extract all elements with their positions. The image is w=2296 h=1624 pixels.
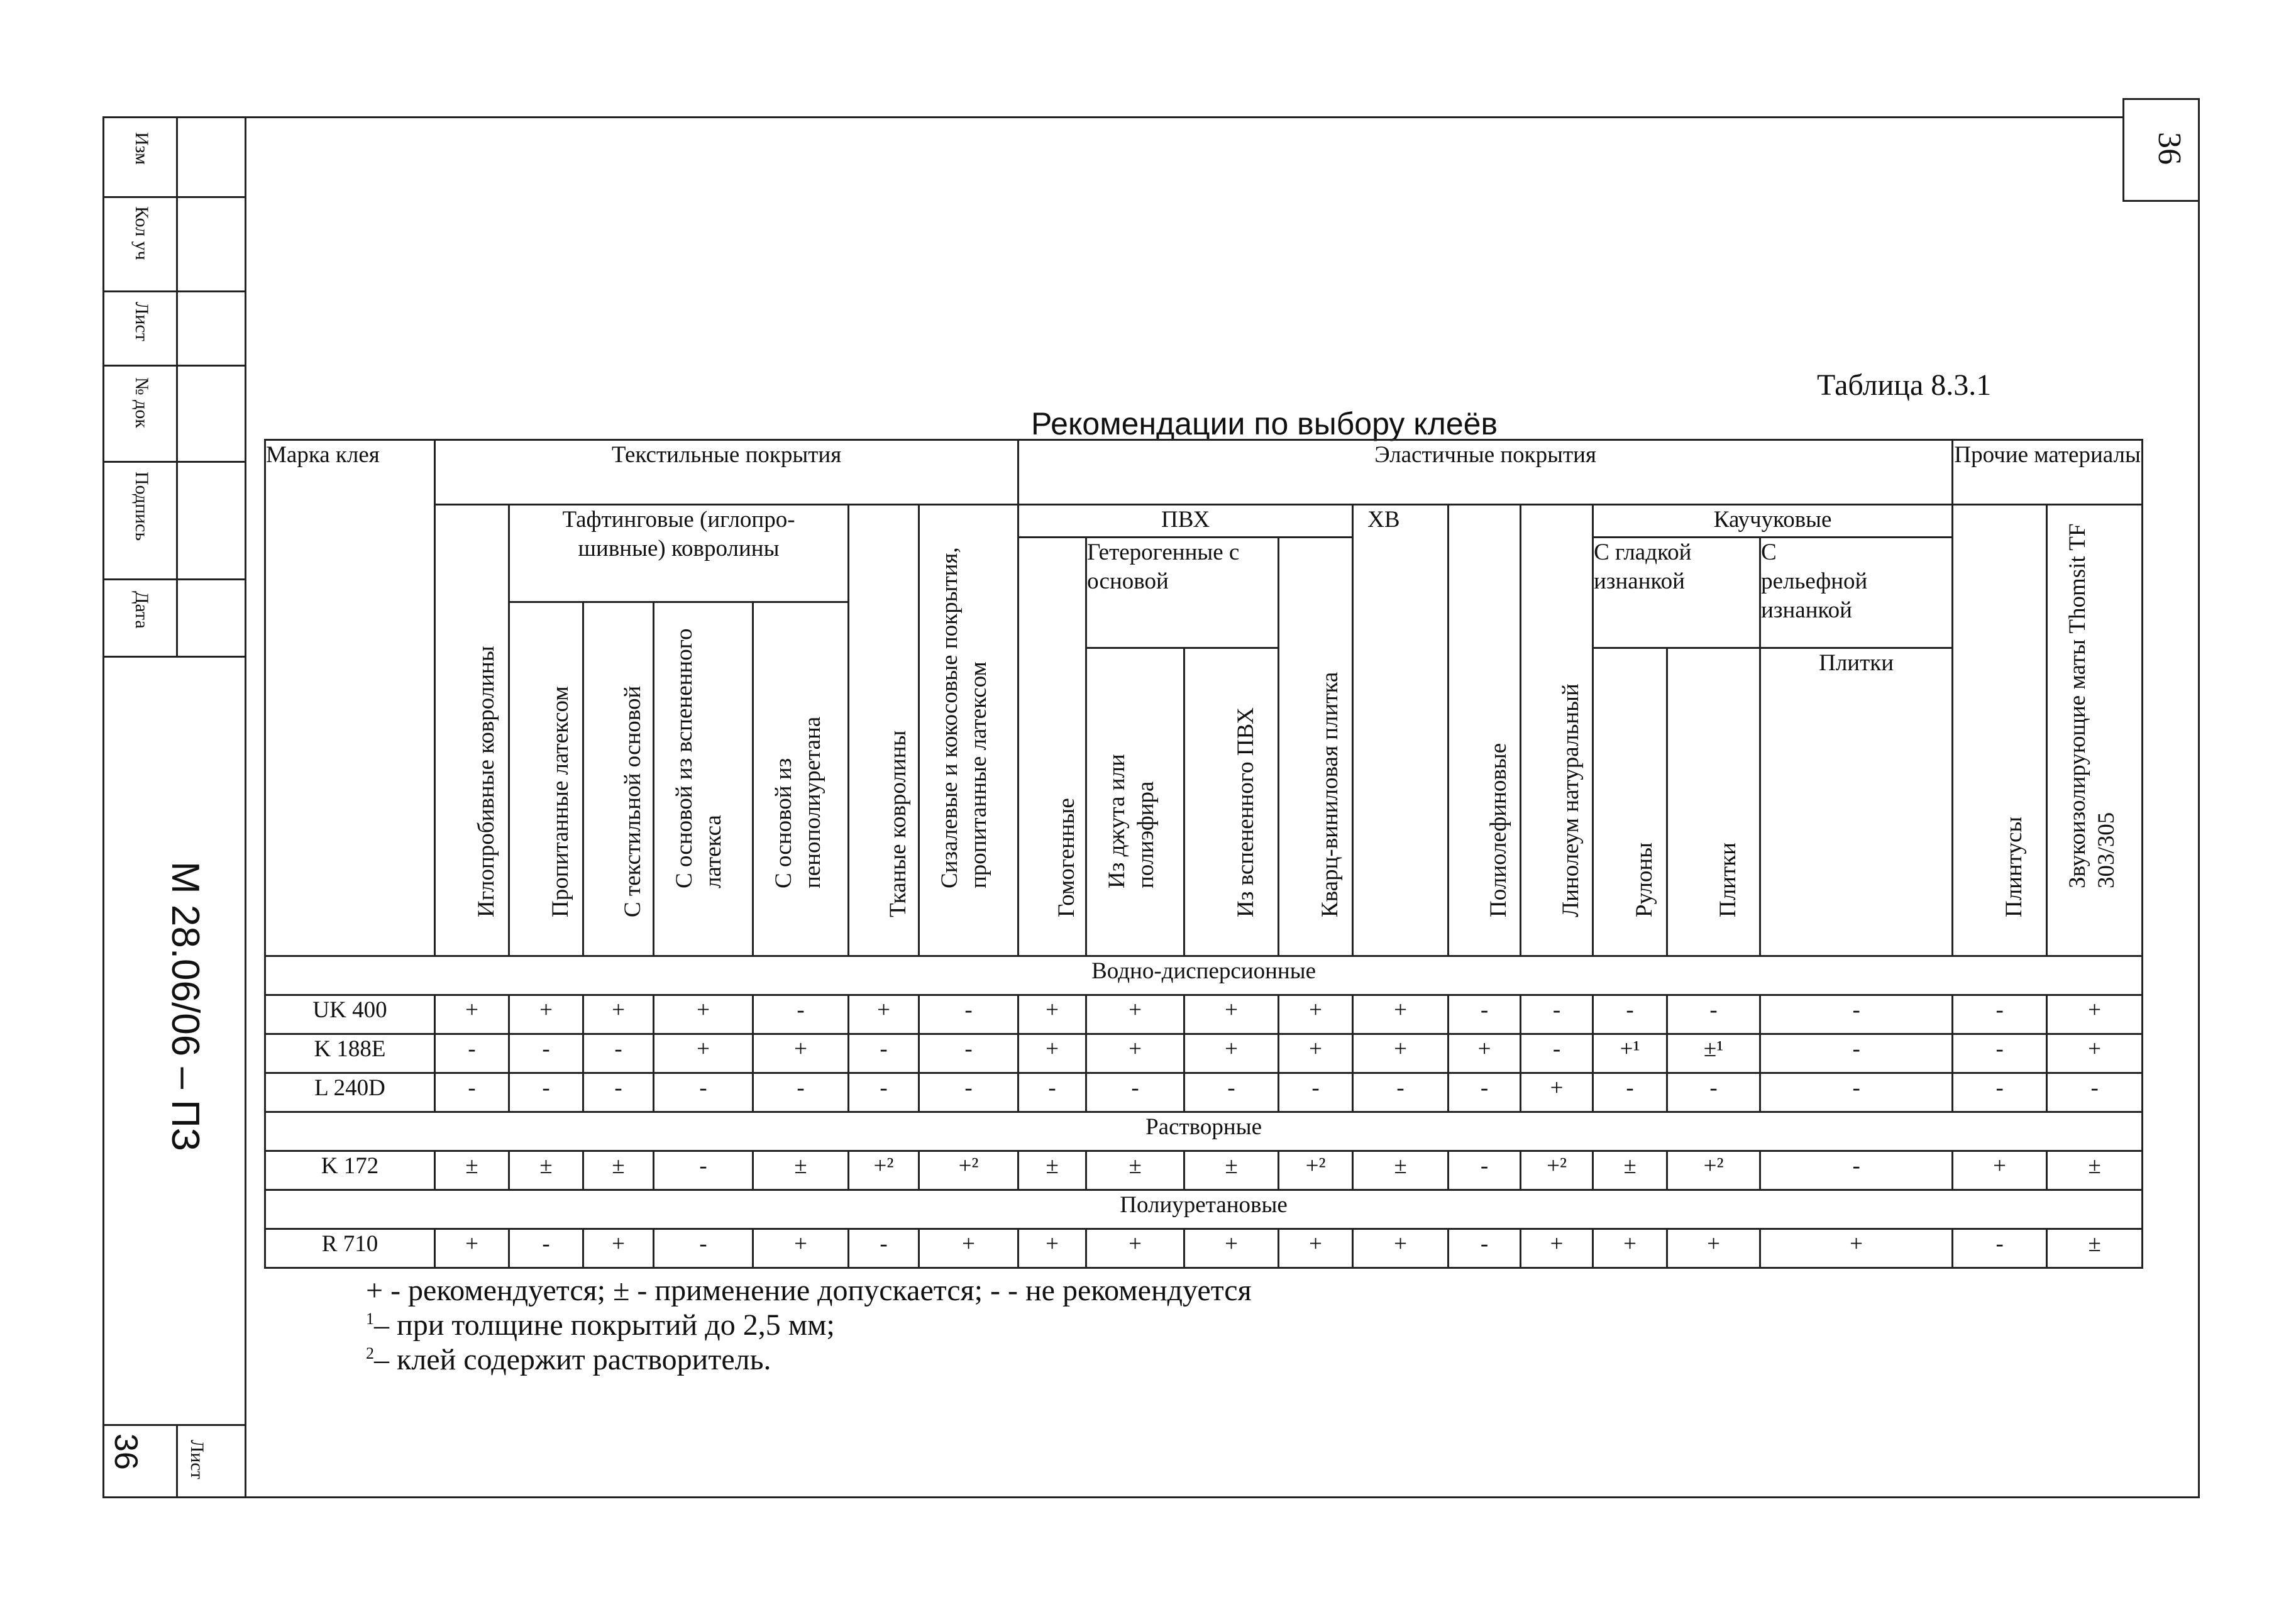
adhesive-name: K 172: [265, 1151, 435, 1190]
cell: -: [1521, 1034, 1593, 1073]
cell: +: [2047, 1034, 2143, 1073]
table-row: [265, 1229, 2143, 1268]
cell: +: [919, 1229, 1018, 1268]
cell: -: [654, 1151, 753, 1190]
col-header-label: Кварц-виниловая плитка: [1316, 671, 1343, 917]
cell: +: [435, 1229, 509, 1268]
cell: ±: [753, 1151, 849, 1190]
cell: +²: [919, 1151, 1018, 1190]
col-header: [919, 505, 1018, 956]
col-header: [1449, 505, 1521, 956]
cell: +: [1353, 1034, 1449, 1073]
header-hetero: Гетерогенные с основой: [1086, 538, 1279, 648]
cell: -: [849, 1073, 919, 1112]
legend-text-3: – клей содержит растворитель.: [374, 1343, 771, 1376]
cell: -: [1953, 1073, 2047, 1112]
stamp-label-podpis: Подпись: [131, 472, 152, 541]
cell: +: [753, 1034, 849, 1073]
table-row: [265, 1073, 2143, 1112]
cell: -: [1667, 995, 1760, 1034]
cell: +: [1521, 1229, 1593, 1268]
col-header: [1593, 648, 1667, 956]
page-number: 36: [2151, 132, 2187, 165]
cell: ±: [2047, 1229, 2143, 1268]
col-header-label: Плинтусы: [2001, 816, 2027, 917]
cell: -: [919, 995, 1018, 1034]
cell: +: [1279, 995, 1353, 1034]
cell: -: [1760, 1073, 1953, 1112]
table-title: Рекомендации по выбору клеёв: [1031, 406, 1498, 441]
col-header-label: Рулоны: [1631, 842, 1657, 917]
col-header: [1018, 538, 1086, 956]
cell: -: [1018, 1073, 1086, 1112]
col-header-label: Гомогенные: [1053, 797, 1079, 917]
cell: +: [1086, 1034, 1184, 1073]
col-header: [1667, 648, 1760, 956]
col-header-label: Иглопробивные ковролины: [473, 646, 499, 917]
cell: -: [1086, 1073, 1184, 1112]
cell: +: [583, 1229, 654, 1268]
stamp-line: [102, 196, 246, 198]
cell: +: [1953, 1151, 2047, 1190]
cell: ±¹: [1667, 1034, 1760, 1073]
cell: ±: [1353, 1151, 1449, 1190]
cell: +²: [1667, 1151, 1760, 1190]
cell: -: [919, 1034, 1018, 1073]
col-header: [583, 602, 654, 956]
cell: +: [1184, 1034, 1279, 1073]
col-header: [1279, 538, 1353, 956]
header-tufting: Тафтинговые (иглопро-шивные) ковролины: [509, 505, 849, 602]
cell: +: [2047, 995, 2143, 1034]
header-hv: ХВ: [1353, 505, 1449, 956]
frame-stamp-col-2: [176, 1424, 178, 1498]
cell: -: [1593, 1073, 1667, 1112]
stamp-line: [102, 290, 246, 292]
col-header-label: С основой из вспененного латекса: [671, 628, 726, 888]
cell: -: [1521, 995, 1593, 1034]
col-header-label: С основой из пенополиуретана: [771, 716, 825, 888]
cell: +: [435, 995, 509, 1034]
cell: -: [849, 1229, 919, 1268]
header-textile: Текстильные покрытия: [435, 440, 1018, 505]
cell: -: [654, 1229, 753, 1268]
page-box-left: [2122, 98, 2124, 200]
col-header: [2047, 505, 2143, 956]
frame-left: [102, 116, 104, 1498]
cell: +²: [849, 1151, 919, 1190]
adhesive-table: [264, 439, 2143, 1269]
col-header: [1184, 648, 1279, 956]
cell: +: [1593, 1229, 1667, 1268]
col-header: [1953, 505, 2047, 956]
cell: -: [1953, 995, 2047, 1034]
cell: +: [1279, 1034, 1353, 1073]
stamp-line: [102, 365, 246, 367]
page-box-bottom: [2122, 200, 2199, 202]
cell: +: [1184, 1229, 1279, 1268]
header-pvc: ПВХ: [1018, 505, 1353, 538]
table-row: [265, 1151, 2143, 1190]
cell: -: [509, 1073, 583, 1112]
cell: -: [849, 1034, 919, 1073]
cell: -: [583, 1034, 654, 1073]
legend-line-1: + - рекомендуется; ± - применение допускается; - - не рекомендуется: [366, 1274, 1252, 1307]
cell: -: [1760, 1151, 1953, 1190]
section-title: Полиуретановые: [265, 1190, 2143, 1229]
cell: ±: [583, 1151, 654, 1190]
legend-text-2: – при толщине покрытий до 2,5 мм;: [374, 1308, 835, 1342]
section-title: Растворные: [265, 1112, 2143, 1151]
stamp-label-list: Лист: [131, 302, 152, 341]
cell: +: [1521, 1073, 1593, 1112]
cell: -: [1353, 1073, 1449, 1112]
cell: ±: [1593, 1151, 1667, 1190]
stamp-label-izm: Изм: [131, 132, 152, 165]
cell: +: [1667, 1229, 1760, 1268]
stamp-line: [102, 461, 246, 463]
cell: +: [1279, 1229, 1353, 1268]
cell: -: [1760, 1034, 1953, 1073]
cell: -: [583, 1073, 654, 1112]
cell: +: [1018, 1034, 1086, 1073]
cell: +: [654, 1034, 753, 1073]
col-header: [435, 505, 509, 956]
col-header-label: Звукоизолирующие маты Thomsit TF 303/305: [2065, 523, 2120, 888]
cell: +: [1018, 1229, 1086, 1268]
header-marka: Марка клея: [265, 440, 435, 956]
cell: +²: [1521, 1151, 1593, 1190]
cell: +: [509, 995, 583, 1034]
cell: +: [1018, 995, 1086, 1034]
sheet-number: 36: [108, 1433, 144, 1470]
cell: -: [509, 1229, 583, 1268]
col-header: [1086, 648, 1184, 956]
cell: -: [509, 1034, 583, 1073]
cell: -: [753, 995, 849, 1034]
header-smooth: С гладкой изнанкой: [1593, 538, 1760, 648]
cell: ±: [509, 1151, 583, 1190]
header-elastic: Эластичные покрытия: [1018, 440, 1953, 505]
cell: -: [753, 1073, 849, 1112]
cell: -: [1953, 1034, 2047, 1073]
col-header-label: Линолеум натуральный: [1558, 683, 1584, 917]
header-tiles: Плитки: [1760, 648, 1953, 956]
cell: +: [1184, 995, 1279, 1034]
frame-bottom: [102, 1496, 2199, 1498]
cell: -: [1449, 1229, 1521, 1268]
cell: -: [2047, 1073, 2143, 1112]
cell: -: [1279, 1073, 1353, 1112]
adhesive-name: K 188E: [265, 1034, 435, 1073]
cell: +: [1353, 995, 1449, 1034]
cell: ±: [1086, 1151, 1184, 1190]
cell: ±: [2047, 1151, 2143, 1190]
cell: -: [1593, 995, 1667, 1034]
cell: +: [1086, 995, 1184, 1034]
frame-top: [102, 116, 2122, 118]
cell: +: [1353, 1229, 1449, 1268]
col-header-label: Из вспененного ПВХ: [1232, 707, 1259, 917]
table-caption: Таблица 8.3.1: [1817, 368, 1992, 402]
frame-inner-left: [245, 116, 246, 1498]
cell: -: [1449, 1151, 1521, 1190]
cell: +: [753, 1229, 849, 1268]
cell: -: [1449, 1073, 1521, 1112]
col-header: [654, 602, 753, 956]
cell: -: [1760, 995, 1953, 1034]
cell: +: [1760, 1229, 1953, 1268]
cell: -: [435, 1073, 509, 1112]
legend-mark-2: 2: [366, 1344, 374, 1362]
cell: +: [583, 995, 654, 1034]
header-other: Прочие материалы: [1953, 440, 2143, 505]
table-row: [265, 995, 2143, 1034]
cell: +: [1449, 1034, 1521, 1073]
cell: +²: [1279, 1151, 1353, 1190]
section-title: Водно-дисперсионные: [265, 956, 2143, 995]
adhesive-name: UK 400: [265, 995, 435, 1034]
col-header-label: Полиолефиновые: [1486, 743, 1512, 917]
frame-stamp-sep: [102, 656, 246, 658]
frame-sheet-sep: [102, 1424, 246, 1426]
header-relief: С рельефной изнанкой: [1760, 538, 1953, 648]
legend-line-2: [366, 1308, 835, 1342]
col-header: [1521, 505, 1593, 956]
legend-mark-1: 1: [366, 1310, 374, 1328]
cell: -: [1449, 995, 1521, 1034]
col-header: [849, 505, 919, 956]
stamp-line: [102, 578, 246, 580]
cell: -: [919, 1073, 1018, 1112]
cell: +: [849, 995, 919, 1034]
legend-line-3: [366, 1342, 771, 1377]
cell: -: [1184, 1073, 1279, 1112]
col-header: [753, 602, 849, 956]
cell: +: [1086, 1229, 1184, 1268]
stamp-label-kol: Кол уч: [131, 206, 152, 260]
sheet-label: Лист: [187, 1440, 207, 1479]
col-header-label: Плитки: [1714, 842, 1741, 917]
cell: -: [435, 1034, 509, 1073]
cell: -: [1953, 1229, 2047, 1268]
table-row: [265, 1034, 2143, 1073]
col-header-label: Из джута или полиэфира: [1104, 753, 1159, 888]
cell: -: [654, 1073, 753, 1112]
document-code: М 28.06/06 – ПЗ: [163, 861, 207, 1152]
stamp-label-doc: № док: [131, 377, 152, 428]
col-header-label: Тканые ковролины: [885, 730, 911, 917]
frame-right: [2198, 98, 2200, 1498]
adhesive-name: L 240D: [265, 1073, 435, 1112]
cell: -: [1667, 1073, 1760, 1112]
header-rubber: Каучуковые: [1593, 505, 1953, 538]
col-header-label: Пропитанные латексом: [547, 686, 573, 917]
cell: ±: [1184, 1151, 1279, 1190]
cell: ±: [1018, 1151, 1086, 1190]
col-header-label: Сизалевые и кокосовые покрытия, пропитанные латексом: [937, 547, 991, 888]
stamp-label-data: Дата: [131, 591, 152, 629]
cell: +¹: [1593, 1034, 1667, 1073]
cell: +: [654, 995, 753, 1034]
frame-top-right: [2122, 98, 2199, 100]
cell: ±: [435, 1151, 509, 1190]
adhesive-name: R 710: [265, 1229, 435, 1268]
col-header: [509, 602, 583, 956]
col-header-label: С текстильной основой: [619, 685, 646, 917]
